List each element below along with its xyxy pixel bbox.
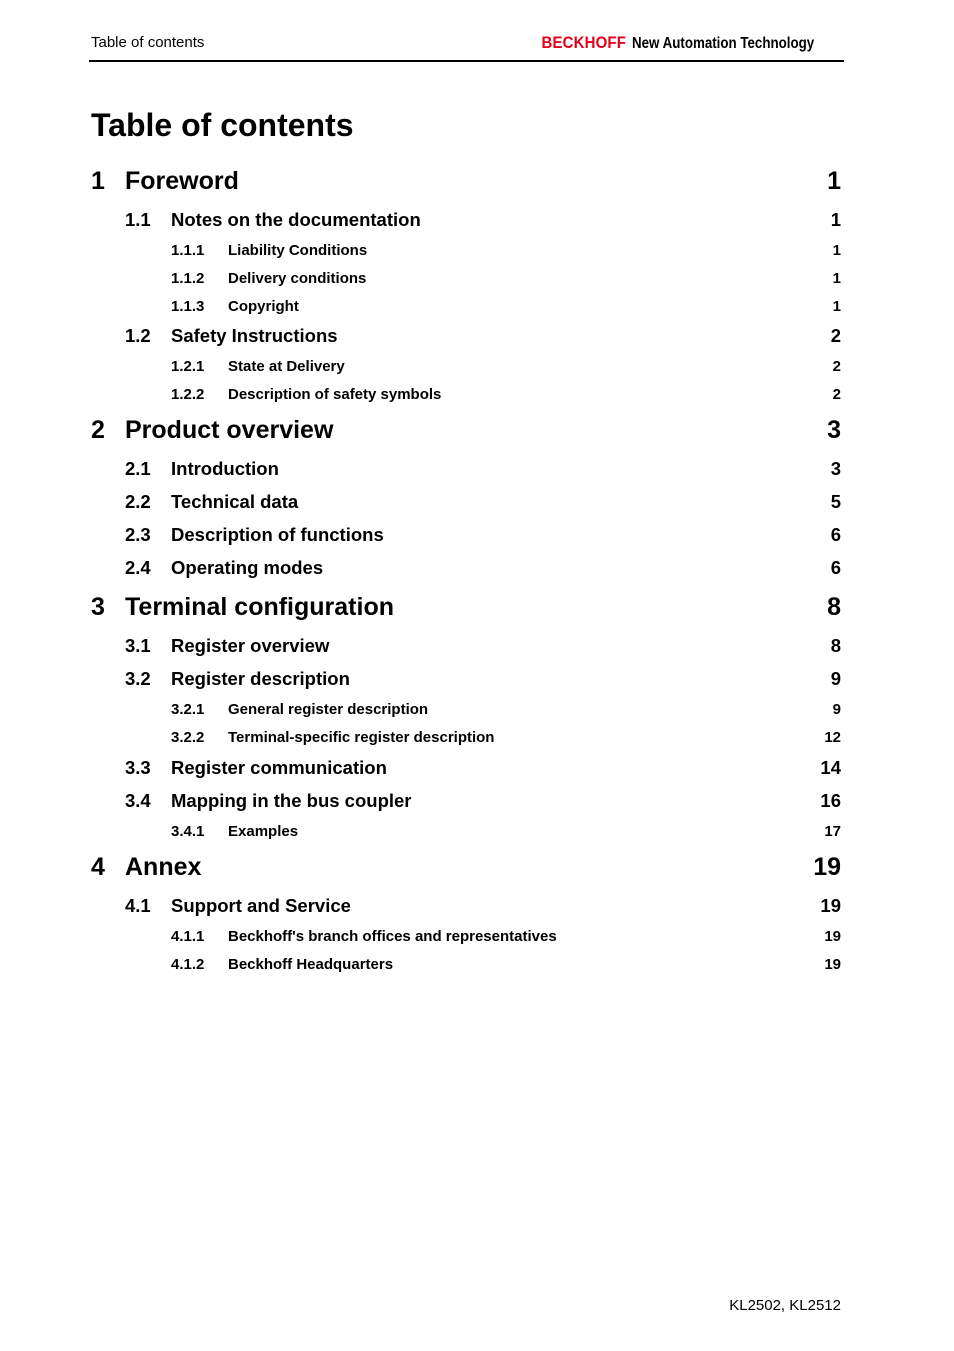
toc-number: 1.1 [125, 209, 151, 230]
toc-number: 1.1.2 [171, 270, 205, 287]
toc-number: 4.1 [125, 895, 151, 916]
toc-title: Annex [125, 853, 202, 881]
toc-page: 19 [824, 928, 841, 945]
toc-page: 16 [820, 790, 841, 811]
logo-brand: BECKHOFF [541, 33, 627, 52]
toc-title: Description of safety symbols [228, 386, 442, 403]
toc-number: 3.4.1 [171, 823, 205, 840]
toc-number: 1.1.3 [171, 298, 205, 315]
page-title: Table of contents [91, 107, 354, 143]
header-section-label: Table of contents [91, 34, 205, 51]
toc-page: 1 [827, 167, 841, 195]
toc-page: 2 [830, 325, 841, 346]
toc-number: 1.2 [125, 325, 151, 346]
toc-page: 2 [832, 386, 841, 403]
toc-title: Beckhoff's branch offices and representatives [228, 928, 557, 945]
toc-number: 1 [91, 167, 105, 195]
toc-number: 4.1.2 [171, 956, 205, 973]
toc-page: 14 [820, 757, 841, 778]
toc-page: 8 [830, 635, 841, 656]
toc-number: 2.1 [125, 458, 151, 479]
toc-title: Operating modes [171, 557, 324, 578]
toc-number: 1.2.1 [171, 358, 205, 375]
toc-page: 19 [813, 853, 841, 881]
toc-page: 6 [830, 524, 841, 545]
toc-number: 2.3 [125, 524, 151, 545]
toc-title: Register description [171, 668, 350, 689]
toc-page: 1 [832, 298, 841, 315]
toc-page: 5 [830, 491, 841, 512]
toc-page: 1 [832, 270, 841, 287]
toc-page: 9 [830, 668, 841, 689]
toc-page: 8 [827, 593, 841, 621]
toc-number: 3.2 [125, 668, 151, 689]
toc-number: 2 [91, 416, 105, 444]
toc-number: 4 [91, 853, 105, 881]
toc-title: Beckhoff Headquarters [228, 956, 394, 973]
toc-number: 3.1 [125, 635, 151, 656]
toc-title: Safety Instructions [171, 325, 338, 346]
toc-title: General register description [228, 701, 429, 718]
toc-number: 3.3 [125, 757, 151, 778]
toc-number: 3 [91, 593, 105, 621]
toc-title: Examples [228, 823, 299, 840]
toc-title: Mapping in the bus coupler [171, 790, 412, 811]
toc-page: 2 [832, 358, 841, 375]
beckhoff-logo [530, 33, 844, 53]
toc-title: Delivery conditions [228, 270, 367, 287]
toc-page: 1 [832, 242, 841, 259]
toc-title: Terminal configuration [125, 593, 394, 621]
toc-title: State at Delivery [228, 358, 345, 375]
toc-title: Liability Conditions [228, 242, 368, 259]
toc-number: 3.4 [125, 790, 151, 811]
toc-title: Register overview [171, 635, 330, 656]
toc-page: 3 [830, 458, 841, 479]
toc-title: Technical data [171, 491, 299, 512]
toc-page: 9 [832, 701, 841, 718]
toc-title: Notes on the documentation [171, 209, 421, 230]
toc-title: Introduction [171, 458, 279, 479]
toc-number: 4.1.1 [171, 928, 205, 945]
toc-page: 3 [827, 416, 841, 444]
toc-page: 19 [820, 895, 841, 916]
toc-title: Terminal-specific register description [228, 729, 495, 746]
toc-number: 3.2.2 [171, 729, 205, 746]
toc-number: 3.2.1 [171, 701, 205, 718]
toc-title: Foreword [125, 167, 239, 195]
toc-number: 1.1.1 [171, 242, 205, 259]
toc-page: 1 [830, 209, 841, 230]
toc-number: 2.2 [125, 491, 151, 512]
toc-title: Product overview [125, 416, 334, 444]
page-footer [729, 1297, 841, 1314]
toc-page: 17 [824, 823, 841, 840]
toc-page: 12 [824, 729, 841, 746]
toc-page: 6 [830, 557, 841, 578]
logo-tagline: New Automation Technology [632, 35, 815, 52]
footer-product: KL2502, KL2512 [729, 1297, 841, 1314]
toc-title: Description of functions [171, 524, 384, 545]
toc-title: Register communication [171, 757, 387, 778]
page-header [89, 30, 844, 62]
toc-number: 1.2.2 [171, 386, 205, 403]
toc-page: 19 [824, 956, 841, 973]
toc-number: 2.4 [125, 557, 151, 578]
toc-title: Support and Service [171, 895, 351, 916]
toc-title: Copyright [228, 298, 299, 315]
